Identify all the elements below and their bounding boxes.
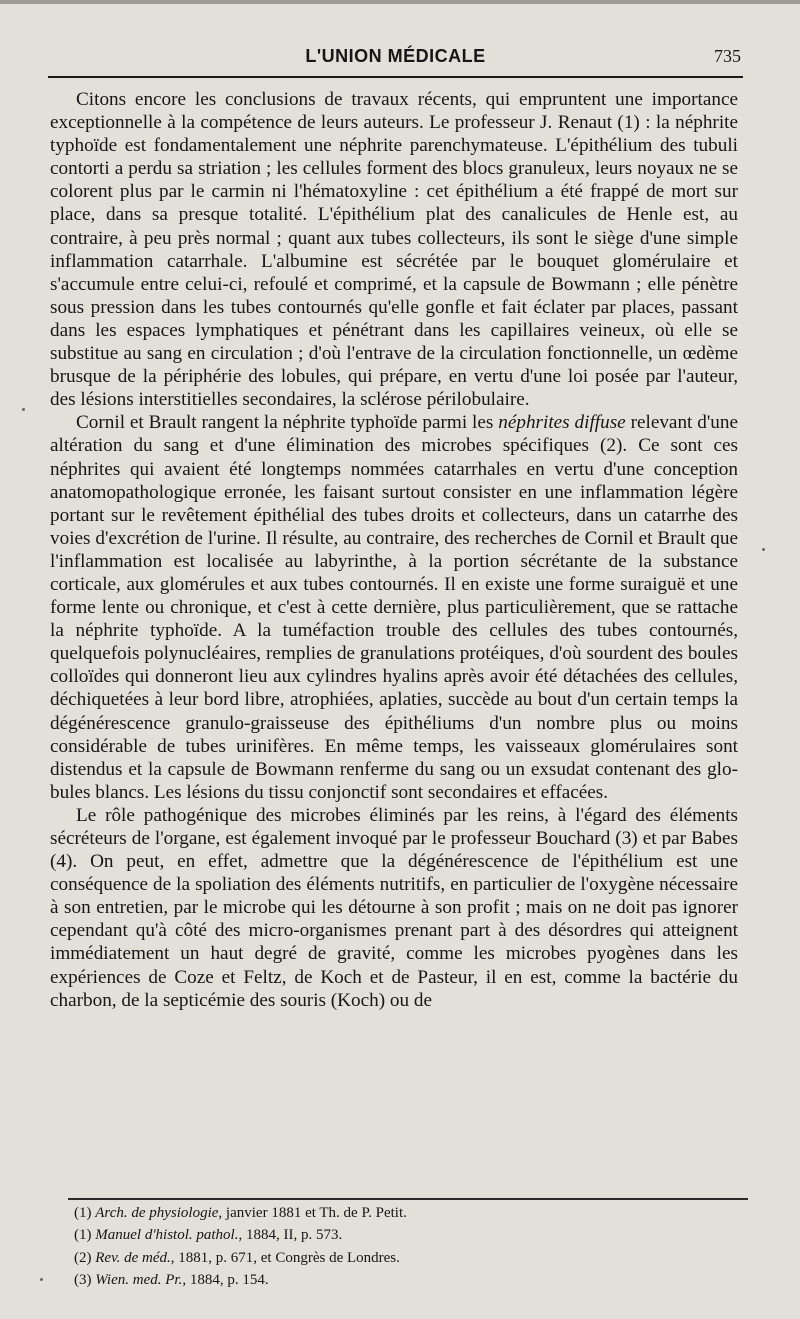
footnote-source: Arch. de physiologie [95,1205,219,1221]
paragraph-text: Le rôle pathogénique des microbes éliminés par les reins, à l'égard des éléments sécréteurs de l'organe, est également invoqué par le professeur Bouchard (3) et par Babes (4). On peut, en effet, admettre que la dégénérescence de l'épithélium est une conséquence de la spoliation des éléments nutritifs, en particulier de l'oxygène nécessaire à son entretien, par le microbe qui les détourne à son profit ; mais on ne doit pas ignorer cependant qu'à côté des micro-organismes prenant part à des désordres qui atteignent immédiatement un haut degré de gravité, comme les microbes pyogènes dans les expériences de Coze et Feltz, de Koch et de Pasteur, il en est, comme la bactérie du charbon, de la septicémie des souris (Koch) ou de [50,804,738,1011]
paragraph-text: Citons encore les conclusions de travaux récents, qui empruntent une importance exceptionnelle à la compétence de leurs auteurs. Le professeur J. Renaut (1) : la néphrite typhoïde est fondamentalement une néphrite parenchymateuse. L'épithélium des tubuli contorti a perdu sa striation ; les cellules forment des blocs granuleux, leurs noyaux ne se colorent plus par le carmin ni l'hématoxyline : cet épithélium a été frappé de mort sur place, dans sa presque totalité. L'épithélium plat des canalicules de Henle est, au contraire, à peu près normal ; quant aux tubes collecteurs, ils sont le siège d'une simple inflammation catarrhale. L'albumine est sécrétée par le bouquet glomérulaire et s'accumule entre celui-ci, refoulé et comprimé, et la capsule de Bowmann ; elle pénètre sous pression dans les tubes contournés qu'elle gonfle et fait éclater par places, passant dans les espaces lymphatiques et pénétrant dans les capillaires veineux, où elle se substitue au sang en circulation ; d'où l'entrave de la circulation fonctionnelle, un œdème brusque de la périphérie des lobules, qui prépare, en vertu d'une loi posée par l'auteur, des lésions interstitielles secondaires, la sclérose périlobulaire. [50,89,738,411]
running-title: L'UNION MÉDICALE [305,46,486,66]
footnote-source: Wien. med. Pr. [95,1271,183,1288]
paragraph-text: Cornil et Brault rangent la néphrite typhoïde parmi les [76,412,499,434]
footnote-source: Rev. de méd. [95,1249,171,1266]
scan-speck [40,1278,43,1281]
footnote-details: , 1884, p. 154. [182,1271,269,1288]
footnote [74,1247,734,1269]
paragraph-renaut [50,88,738,411]
scan-speck [762,548,765,551]
footnote-number: (1) [74,1227,92,1244]
footnote-details: , janvier 1881 et Th. de P. Petit. [218,1205,407,1221]
footnote-source: Manuel d'histol. pathol. [95,1227,239,1244]
footnotes [74,1202,734,1291]
footnote [74,1269,734,1291]
page-number: 735 [714,46,741,66]
emphasis-text: néphrites diffuse [498,412,626,434]
footnote-rule [68,1198,748,1200]
footnote-details: , 1884, II, p. 573. [238,1227,343,1244]
footnote [74,1202,734,1224]
body-text [50,88,738,1012]
paragraph-text: relevant d'une altération du sang et d'une élimination des microbes spécifiques (2). Ce sont ces néphrites qui avaient été longtemps nommées catarrhales en vertu d'une conception anatomopathologique erronée, les faisant surtout consister en une inflammation légère portant sur le revêtement épithélial des tubes droits et collecteurs, dans un catarrhe des voies d'excrétion de l'urine. Il résulte, au contraire, des recherches de Cornil et Brault que l'inflammation est localisée au labyrinthe, à la portion sécrétante de la substance corticale, aux glomérules et aux tubes contournés. Il en existe une forme suraiguë et une forme lente ou chronique, et c'est à cette dernière, plus particulièrement, que se rattache la néphrite typhoïde. A la tuméfaction trouble des cellules des tubes contournés, quelquefois polynucléaires, remplies de granulations protéiques, d'où sourdent des boules colloïdes qui donneront lieu aux cylindres hyalins après avoir été détachées des cellules, déchiquetées à leur bord libre, atrophiées, aplaties, succède au bout d'un certain temps la dégénérescence granulo-graisseuse des épithéliums d'un nombre plus ou moins considérable de tubes urinifères. En même temps, les vaisseaux glomérulaires sont distendus et la capsule de Bowmann renferme du sang ou un exsudat contenant des globules blancs. Les lésions du tissu conjonctif sont secondaires et effacées. [50,412,739,803]
scan-edge [0,0,800,4]
page-header [48,40,743,80]
paragraph-pathogenic-role [50,804,738,1012]
footnote-number: (2) [74,1249,92,1266]
footnote-number: (3) [74,1271,92,1288]
footnote-details: , 1881, p. 671, et Congrès de Londres. [170,1249,400,1266]
footnote-number: (1) [74,1205,92,1221]
paragraph-cornil-brault [50,411,738,804]
scan-speck [22,408,25,411]
header-rule [48,76,743,78]
footnote [74,1224,734,1246]
